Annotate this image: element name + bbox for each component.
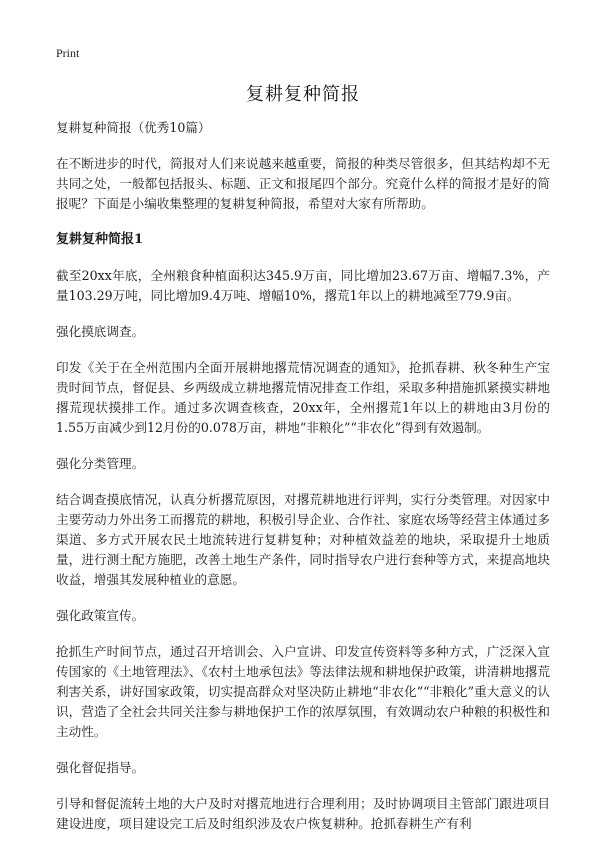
paragraph-survey: 印发《关于在全州范围内全面开展耕地撂荒情况调查的通知》，抢抓春耕、秋冬种生产宝贵时间节点，督促县、乡两级成立耕地撂荒情况排查工作组，采取多种措施抓紧摸实耕地撂荒现状摸排工作。通过多次调查核查，20xx年，全州撂荒1年以上的耕地由3月份的1.55万亩减少到12月份的0.078万亩，耕地“非粮化”“非农化”得到有效遏制。 xyxy=(56,360,550,435)
paragraph-classify: 结合调查摸底情况，认真分析撂荒原因，对撂荒耕地进行评判，实行分类管理。对因家中主要劳动力外出务工而撂荒的耕地，积极引导企业、合作社、家庭农场等经营主体通过多渠道、多方式开展农民土地流转进行复耕复种；对种植效益差的地块，采取提升土地质量，进行测土配方施肥，改善土地生产条件，同时指导农户进行套种等方式，来提高地块收益，增强其发展种植业的意愿。 xyxy=(56,492,550,587)
document-body xyxy=(56,118,550,850)
print-link[interactable]: Print xyxy=(56,46,80,60)
paragraph-stats: 截至20xx年底，全州粮食种植面积达345.9万亩，同比增加23.67万亩、增幅7.3%，产量103.29万吨，同比增加9.4万吨、增幅10%，撂荒1年以上的耕地减至779.9亩。 xyxy=(56,268,550,303)
paragraph-heading-supervise: 强化督促指导。 xyxy=(56,760,145,775)
document-subtitle: 复耕复种简报（优秀10篇） xyxy=(56,120,211,135)
paragraph-supervise: 引导和督促流转土地的大户及时对撂荒地进行合理利用；及时协调项目主管部门跟进项目建设进度，项目建设完工后及时组织涉及农户恢复耕种。抢抓春耕生产有利 xyxy=(56,796,550,831)
intro-paragraph: 在不断进步的时代，简报对人们来说越来越重要，简报的种类尽管很多，但其结构却不无共同之处，一般都包括报头、标题、正文和报尾四个部分。究竟什么样的简报才是好的简报呢？下面是小编收集整理的复耕复种简报，希望对大家有所帮助。 xyxy=(56,156,550,211)
paragraph-heading-classify: 强化分类管理。 xyxy=(56,456,145,471)
paragraph-heading-policy: 强化政策宣传。 xyxy=(56,608,145,623)
paragraph-policy: 抢抓生产时间节点，通过召开培训会、入户宣讲、印发宣传资料等多种方式，广泛深入宣传国家的《土地管理法》、《农村土地承包法》等法律法规和耕地保护政策，讲清耕地撂荒利害关系，讲好国家政策，切实提高群众对坚决防止耕地“非农化”“非粮化”重大意义的认识，营造了全社会共同关注参与耕地保护工作的浓厚氛围，有效调动农户种粮的积极性和主动性。 xyxy=(56,644,550,739)
page-title: 复耕复种简报 xyxy=(246,84,360,105)
section-heading: 复耕复种简报1 xyxy=(56,232,144,247)
paragraph-heading-survey: 强化摸底调查。 xyxy=(56,324,145,339)
